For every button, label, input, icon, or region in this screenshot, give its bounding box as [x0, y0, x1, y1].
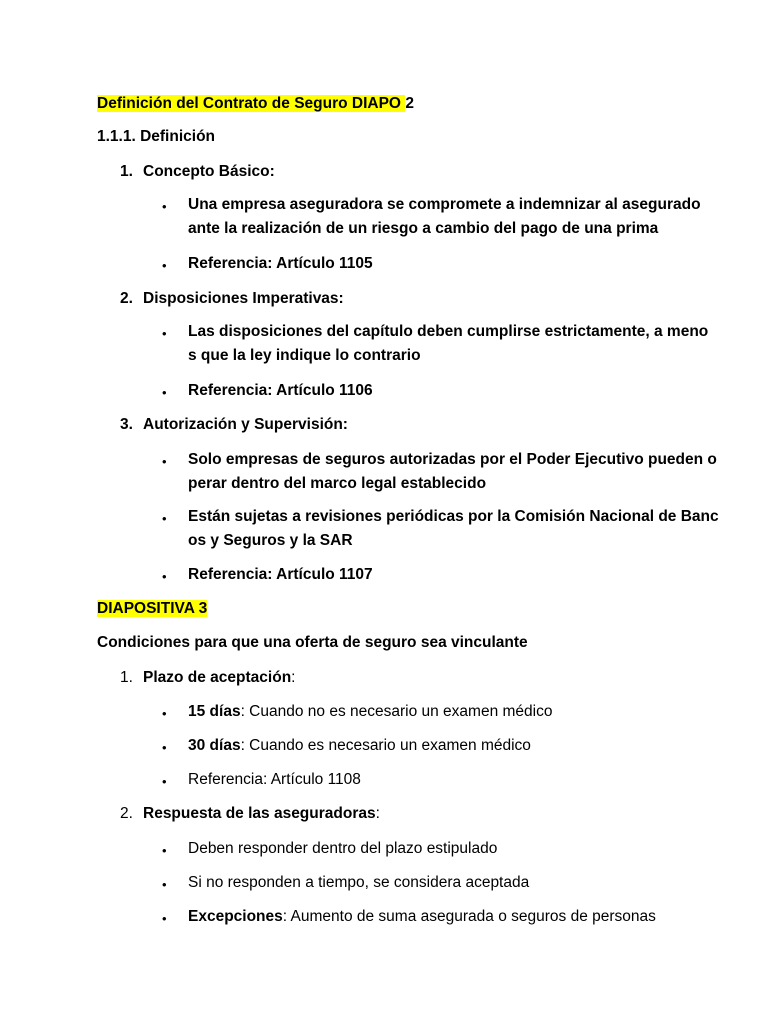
list-item-label: Plazo de aceptación: — [143, 669, 296, 686]
bullet-text: Las disposiciones del capítulo deben cumplirse estrictamente, a meno — [188, 323, 709, 340]
list-item-label: Disposiciones Imperativas: — [143, 290, 344, 307]
bullet-icon: • — [162, 911, 167, 926]
bullet-icon: • — [162, 258, 167, 273]
bullet-icon: • — [162, 454, 167, 469]
title-highlighted: Definición del Contrato de Seguro DIAPO — [97, 95, 406, 112]
list-item-number: 1. — [120, 669, 133, 686]
slide-label — [97, 597, 207, 621]
bullet-icon: • — [162, 877, 167, 892]
bullet-text: Están sujetas a revisiones periódicas por la Comisión Nacional de Banc — [188, 508, 719, 525]
bullet-icon: • — [162, 511, 167, 526]
bullet-text: Solo empresas de seguros autorizadas por el Poder Ejecutivo pueden o — [188, 451, 717, 468]
bullet-text: s que la ley indique lo contrario — [188, 347, 421, 364]
bullet-text: 15 días: Cuando no es necesario un examen médico — [188, 703, 553, 720]
list-item-number: 1. — [120, 163, 133, 180]
bullet-text: Si no responden a tiempo, se considera aceptada — [188, 874, 530, 891]
bullet-text: os y Seguros y la SAR — [188, 532, 353, 549]
bullet-icon: • — [162, 706, 167, 721]
bullet-icon: • — [162, 740, 167, 755]
bullet-text: Referencia: Artículo 1108 — [188, 771, 361, 788]
bullet-text: perar dentro del marco legal establecido — [188, 475, 487, 492]
bullet-icon: • — [162, 385, 167, 400]
list-item-number: 2. — [120, 290, 133, 307]
list-item-label: Respuesta de las aseguradoras: — [143, 805, 380, 822]
bullet-text: Referencia: Artículo 1105 — [188, 255, 373, 272]
bullet-icon: • — [162, 569, 167, 584]
document-title — [97, 92, 414, 116]
bullet-text: ante la realización de un riesgo a cambio del pago de una prima — [188, 220, 659, 237]
bullet-text: Excepciones: Aumento de suma asegurada o seguros de personas — [188, 908, 656, 925]
section-heading: 1.1.1. Definición — [97, 128, 216, 145]
title-rest: 2 — [405, 95, 414, 112]
list-item-label: Autorización y Supervisión: — [143, 416, 348, 433]
bullet-text: Referencia: Artículo 1106 — [188, 382, 373, 399]
list-item-number: 3. — [120, 416, 133, 433]
bullet-icon: • — [162, 843, 167, 858]
bullet-text: Deben responder dentro del plazo estipulado — [188, 840, 498, 857]
list-item-label: Concepto Básico: — [143, 163, 275, 180]
list-item-number: 2. — [120, 805, 133, 822]
bullet-text: Referencia: Artículo 1107 — [188, 566, 373, 583]
bullet-icon: • — [162, 326, 167, 341]
bullet-text: 30 días: Cuando es necesario un examen médico — [188, 737, 531, 754]
bullet-text: Una empresa aseguradora se compromete a indemnizar al asegurado — [188, 196, 701, 213]
bullet-icon: • — [162, 199, 167, 214]
slide-label-text: DIAPOSITIVA 3 — [97, 600, 208, 617]
bullet-icon: • — [162, 774, 167, 789]
section-heading: Condiciones para que una oferta de seguro sea vinculante — [97, 634, 528, 651]
